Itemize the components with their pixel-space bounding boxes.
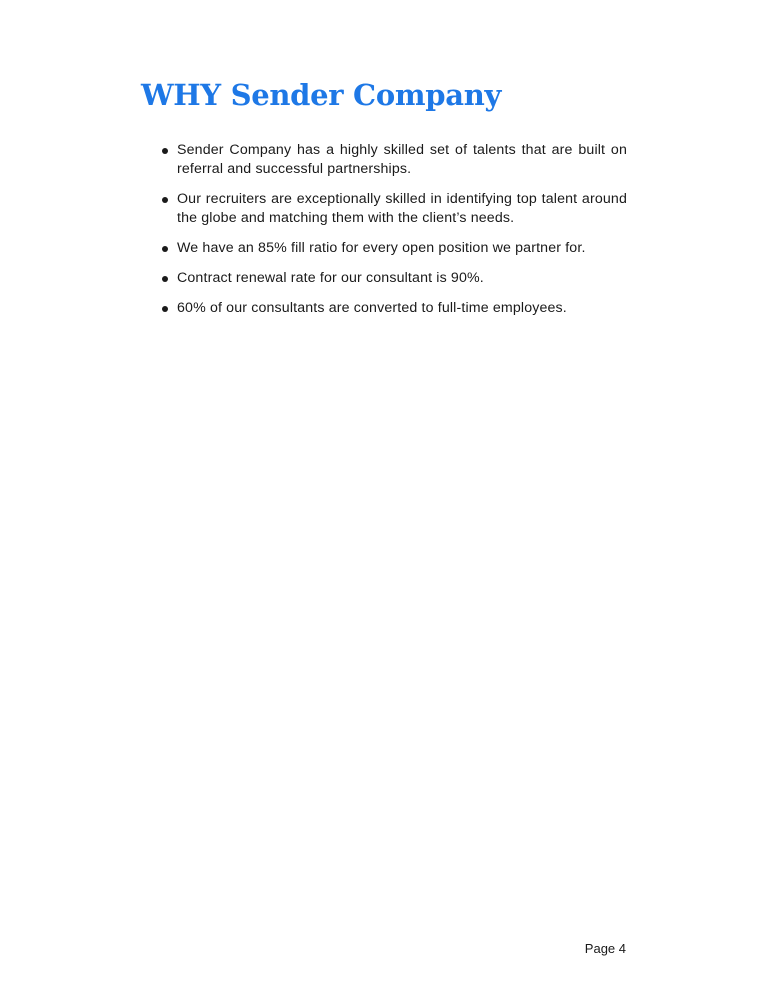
bullet-list <box>161 141 627 329</box>
list-item <box>161 239 627 258</box>
bullet-icon <box>162 276 168 282</box>
list-item <box>161 299 627 318</box>
bullet-icon <box>162 148 168 154</box>
page-title: WHY Sender Company <box>141 78 502 112</box>
list-item-text: We have an 85% fill ratio for every open position we partner for. <box>177 240 586 256</box>
list-item-text: 60% of our consultants are converted to full-time employees. <box>177 300 567 316</box>
list-item <box>161 190 627 228</box>
bullet-icon <box>162 306 168 312</box>
list-item-text: Sender Company has a highly skilled set of talents that are built on referral and successful partnerships. <box>177 142 627 177</box>
bullet-icon <box>162 197 168 203</box>
list-item <box>161 141 627 179</box>
list-item-text: Our recruiters are exceptionally skilled in identifying top talent around the globe and matching them with the client’s needs. <box>177 191 627 226</box>
page-number: Page 4 <box>584 941 626 956</box>
list-item <box>161 269 627 288</box>
list-item-text: Contract renewal rate for our consultant is 90%. <box>177 270 484 286</box>
bullet-icon <box>162 246 168 252</box>
